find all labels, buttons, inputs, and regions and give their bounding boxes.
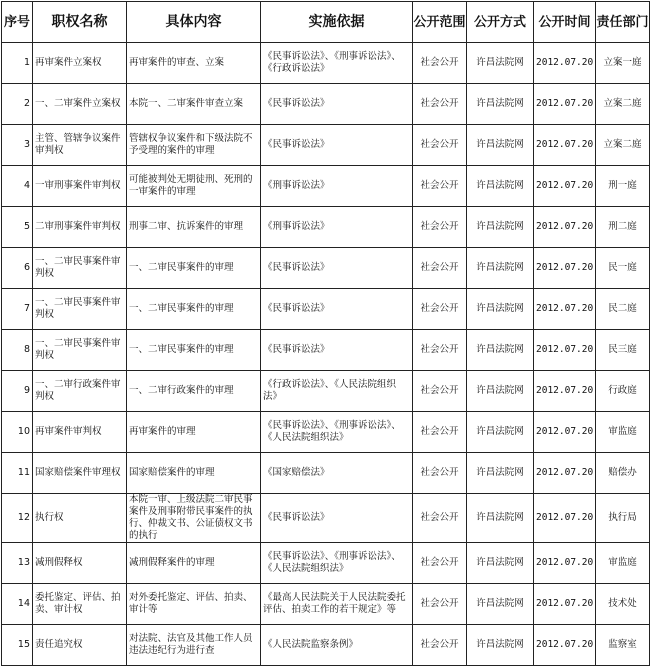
- table-row: [2, 207, 650, 248]
- cell-scope: 社会公开: [413, 330, 467, 371]
- cell-scope: 社会公开: [413, 166, 467, 207]
- header-seq: 序号: [2, 2, 33, 43]
- cell-basis: 《行政诉讼法》、《人民法院组织法》: [261, 371, 413, 412]
- cell-scope: 社会公开: [413, 453, 467, 494]
- table-row: [2, 494, 650, 543]
- cell-scope: 社会公开: [413, 584, 467, 625]
- cell-seq: 10: [2, 412, 33, 453]
- cell-method: 许昌法院网: [467, 43, 534, 84]
- cell-name: 主管、管辖争议案件审判权: [33, 125, 127, 166]
- cell-dept: 审监庭: [596, 543, 650, 584]
- cell-name: 一、二审案件立案权: [33, 84, 127, 125]
- table-row: [2, 84, 650, 125]
- cell-time: 2012.07.20: [534, 125, 596, 166]
- cell-seq: 1: [2, 43, 33, 84]
- table-row: [2, 453, 650, 494]
- cell-content: 国家赔偿案件的审理: [127, 453, 261, 494]
- cell-scope: 社会公开: [413, 207, 467, 248]
- cell-dept: 刑二庭: [596, 207, 650, 248]
- table-row: [2, 330, 650, 371]
- cell-content: 可能被判处无期徒刑、死刑的一审案件的审理: [127, 166, 261, 207]
- cell-time: 2012.07.20: [534, 543, 596, 584]
- cell-method: 许昌法院网: [467, 166, 534, 207]
- cell-seq: 8: [2, 330, 33, 371]
- cell-method: 许昌法院网: [467, 412, 534, 453]
- cell-scope: 社会公开: [413, 289, 467, 330]
- cell-dept: 刑一庭: [596, 166, 650, 207]
- cell-name: 再审案件审判权: [33, 412, 127, 453]
- cell-dept: 民一庭: [596, 248, 650, 289]
- cell-seq: 12: [2, 494, 33, 543]
- cell-method: 许昌法院网: [467, 453, 534, 494]
- cell-name: 委托鉴定、评估、拍卖、审计权: [33, 584, 127, 625]
- cell-seq: 15: [2, 625, 33, 666]
- cell-content: 一、二审民事案件的审理: [127, 248, 261, 289]
- cell-time: 2012.07.20: [534, 371, 596, 412]
- cell-scope: 社会公开: [413, 248, 467, 289]
- header-name: 职权名称: [33, 2, 127, 43]
- cell-scope: 社会公开: [413, 371, 467, 412]
- table-row: [2, 543, 650, 584]
- cell-basis: 《人民法院监察条例》: [261, 625, 413, 666]
- header-row: [2, 2, 650, 43]
- cell-seq: 7: [2, 289, 33, 330]
- cell-seq: 3: [2, 125, 33, 166]
- cell-method: 许昌法院网: [467, 84, 534, 125]
- header-method: 公开方式: [467, 2, 534, 43]
- cell-time: 2012.07.20: [534, 43, 596, 84]
- cell-basis: 《刑事诉讼法》: [261, 166, 413, 207]
- cell-seq: 2: [2, 84, 33, 125]
- cell-basis: 《国家赔偿法》: [261, 453, 413, 494]
- cell-time: 2012.07.20: [534, 289, 596, 330]
- cell-time: 2012.07.20: [534, 453, 596, 494]
- cell-scope: 社会公开: [413, 84, 467, 125]
- cell-content: 再审案件的审理: [127, 412, 261, 453]
- cell-content: 一、二审民事案件的审理: [127, 289, 261, 330]
- cell-content: 再审案件的审查、立案: [127, 43, 261, 84]
- cell-content: 对外委托鉴定、评估、拍卖、审计等: [127, 584, 261, 625]
- cell-name: 减刑假释权: [33, 543, 127, 584]
- header-basis: 实施依据: [261, 2, 413, 43]
- cell-seq: 13: [2, 543, 33, 584]
- cell-content: 本院一审、上级法院二审民事案件及刑事附带民事案件的执行、仲裁文书、公证债权文书的执行: [127, 494, 261, 543]
- cell-method: 许昌法院网: [467, 289, 534, 330]
- cell-dept: 审监庭: [596, 412, 650, 453]
- cell-scope: 社会公开: [413, 494, 467, 543]
- cell-method: 许昌法院网: [467, 248, 534, 289]
- cell-name: 再审案件立案权: [33, 43, 127, 84]
- cell-time: 2012.07.20: [534, 494, 596, 543]
- cell-name: 一审刑事案件审判权: [33, 166, 127, 207]
- cell-method: 许昌法院网: [467, 584, 534, 625]
- table-row: [2, 625, 650, 666]
- cell-basis: 《民事诉讼法》、《刑事诉讼法》、《行政诉讼法》: [261, 43, 413, 84]
- cell-seq: 9: [2, 371, 33, 412]
- cell-time: 2012.07.20: [534, 584, 596, 625]
- cell-name: 一、二审民事案件审判权: [33, 248, 127, 289]
- cell-name: 国家赔偿案件审理权: [33, 453, 127, 494]
- cell-seq: 11: [2, 453, 33, 494]
- cell-dept: 立案二庭: [596, 84, 650, 125]
- cell-seq: 4: [2, 166, 33, 207]
- cell-content: 一、二审民事案件的审理: [127, 330, 261, 371]
- cell-dept: 执行局: [596, 494, 650, 543]
- cell-content: 刑事二审、抗诉案件的审理: [127, 207, 261, 248]
- table-body: [2, 43, 650, 666]
- cell-basis: 《民事诉讼法》: [261, 330, 413, 371]
- table-row: [2, 289, 650, 330]
- cell-dept: 民二庭: [596, 289, 650, 330]
- cell-method: 许昌法院网: [467, 625, 534, 666]
- cell-time: 2012.07.20: [534, 207, 596, 248]
- cell-scope: 社会公开: [413, 43, 467, 84]
- cell-time: 2012.07.20: [534, 248, 596, 289]
- cell-time: 2012.07.20: [534, 625, 596, 666]
- cell-basis: 《刑事诉讼法》: [261, 207, 413, 248]
- table-row: [2, 371, 650, 412]
- table-row: [2, 412, 650, 453]
- cell-time: 2012.07.20: [534, 330, 596, 371]
- cell-content: 本院一、二审案件审查立案: [127, 84, 261, 125]
- cell-basis: 《民事诉讼法》: [261, 289, 413, 330]
- cell-scope: 社会公开: [413, 543, 467, 584]
- cell-time: 2012.07.20: [534, 166, 596, 207]
- cell-content: 一、二审行政案件的审理: [127, 371, 261, 412]
- cell-dept: 立案一庭: [596, 43, 650, 84]
- cell-content: 对法院、法官及其他工作人员违法违纪行为进行查: [127, 625, 261, 666]
- powers-table: [1, 1, 650, 666]
- cell-scope: 社会公开: [413, 625, 467, 666]
- cell-basis: 《最高人民法院关于人民法院委托评估、拍卖工作的若干规定》等: [261, 584, 413, 625]
- cell-method: 许昌法院网: [467, 207, 534, 248]
- cell-method: 许昌法院网: [467, 543, 534, 584]
- table-row: [2, 43, 650, 84]
- header-content: 具体内容: [127, 2, 261, 43]
- cell-dept: 立案二庭: [596, 125, 650, 166]
- cell-basis: 《民事诉讼法》: [261, 84, 413, 125]
- cell-name: 一、二审民事案件审判权: [33, 330, 127, 371]
- table-row: [2, 125, 650, 166]
- table-row: [2, 166, 650, 207]
- cell-name: 二审刑事案件审判权: [33, 207, 127, 248]
- cell-time: 2012.07.20: [534, 412, 596, 453]
- table-row: [2, 248, 650, 289]
- table-row: [2, 584, 650, 625]
- cell-content: 减刑假释案件的审理: [127, 543, 261, 584]
- header-scope: 公开范围: [413, 2, 467, 43]
- header-dept: 责任部门: [596, 2, 650, 43]
- cell-dept: 赔偿办: [596, 453, 650, 494]
- cell-dept: 监察室: [596, 625, 650, 666]
- cell-basis: 《民事诉讼法》: [261, 248, 413, 289]
- cell-seq: 5: [2, 207, 33, 248]
- cell-seq: 14: [2, 584, 33, 625]
- cell-dept: 民三庭: [596, 330, 650, 371]
- cell-method: 许昌法院网: [467, 371, 534, 412]
- cell-seq: 6: [2, 248, 33, 289]
- cell-content: 管辖权争议案件和下级法院不予受理的案件的审理: [127, 125, 261, 166]
- cell-time: 2012.07.20: [534, 84, 596, 125]
- cell-method: 许昌法院网: [467, 125, 534, 166]
- cell-dept: 行政庭: [596, 371, 650, 412]
- cell-scope: 社会公开: [413, 412, 467, 453]
- cell-basis: 《民事诉讼法》、《刑事诉讼法》、《人民法院组织法》: [261, 412, 413, 453]
- cell-method: 许昌法院网: [467, 330, 534, 371]
- cell-scope: 社会公开: [413, 125, 467, 166]
- cell-basis: 《民事诉讼法》: [261, 125, 413, 166]
- cell-name: 责任追究权: [33, 625, 127, 666]
- header-time: 公开时间: [534, 2, 596, 43]
- cell-method: 许昌法院网: [467, 494, 534, 543]
- cell-name: 一、二审民事案件审判权: [33, 289, 127, 330]
- cell-name: 一、二审行政案件审判权: [33, 371, 127, 412]
- cell-basis: 《民事诉讼法》: [261, 494, 413, 543]
- cell-dept: 技术处: [596, 584, 650, 625]
- cell-basis: 《民事诉讼法》、《刑事诉讼法》、《人民法院组织法》: [261, 543, 413, 584]
- cell-name: 执行权: [33, 494, 127, 543]
